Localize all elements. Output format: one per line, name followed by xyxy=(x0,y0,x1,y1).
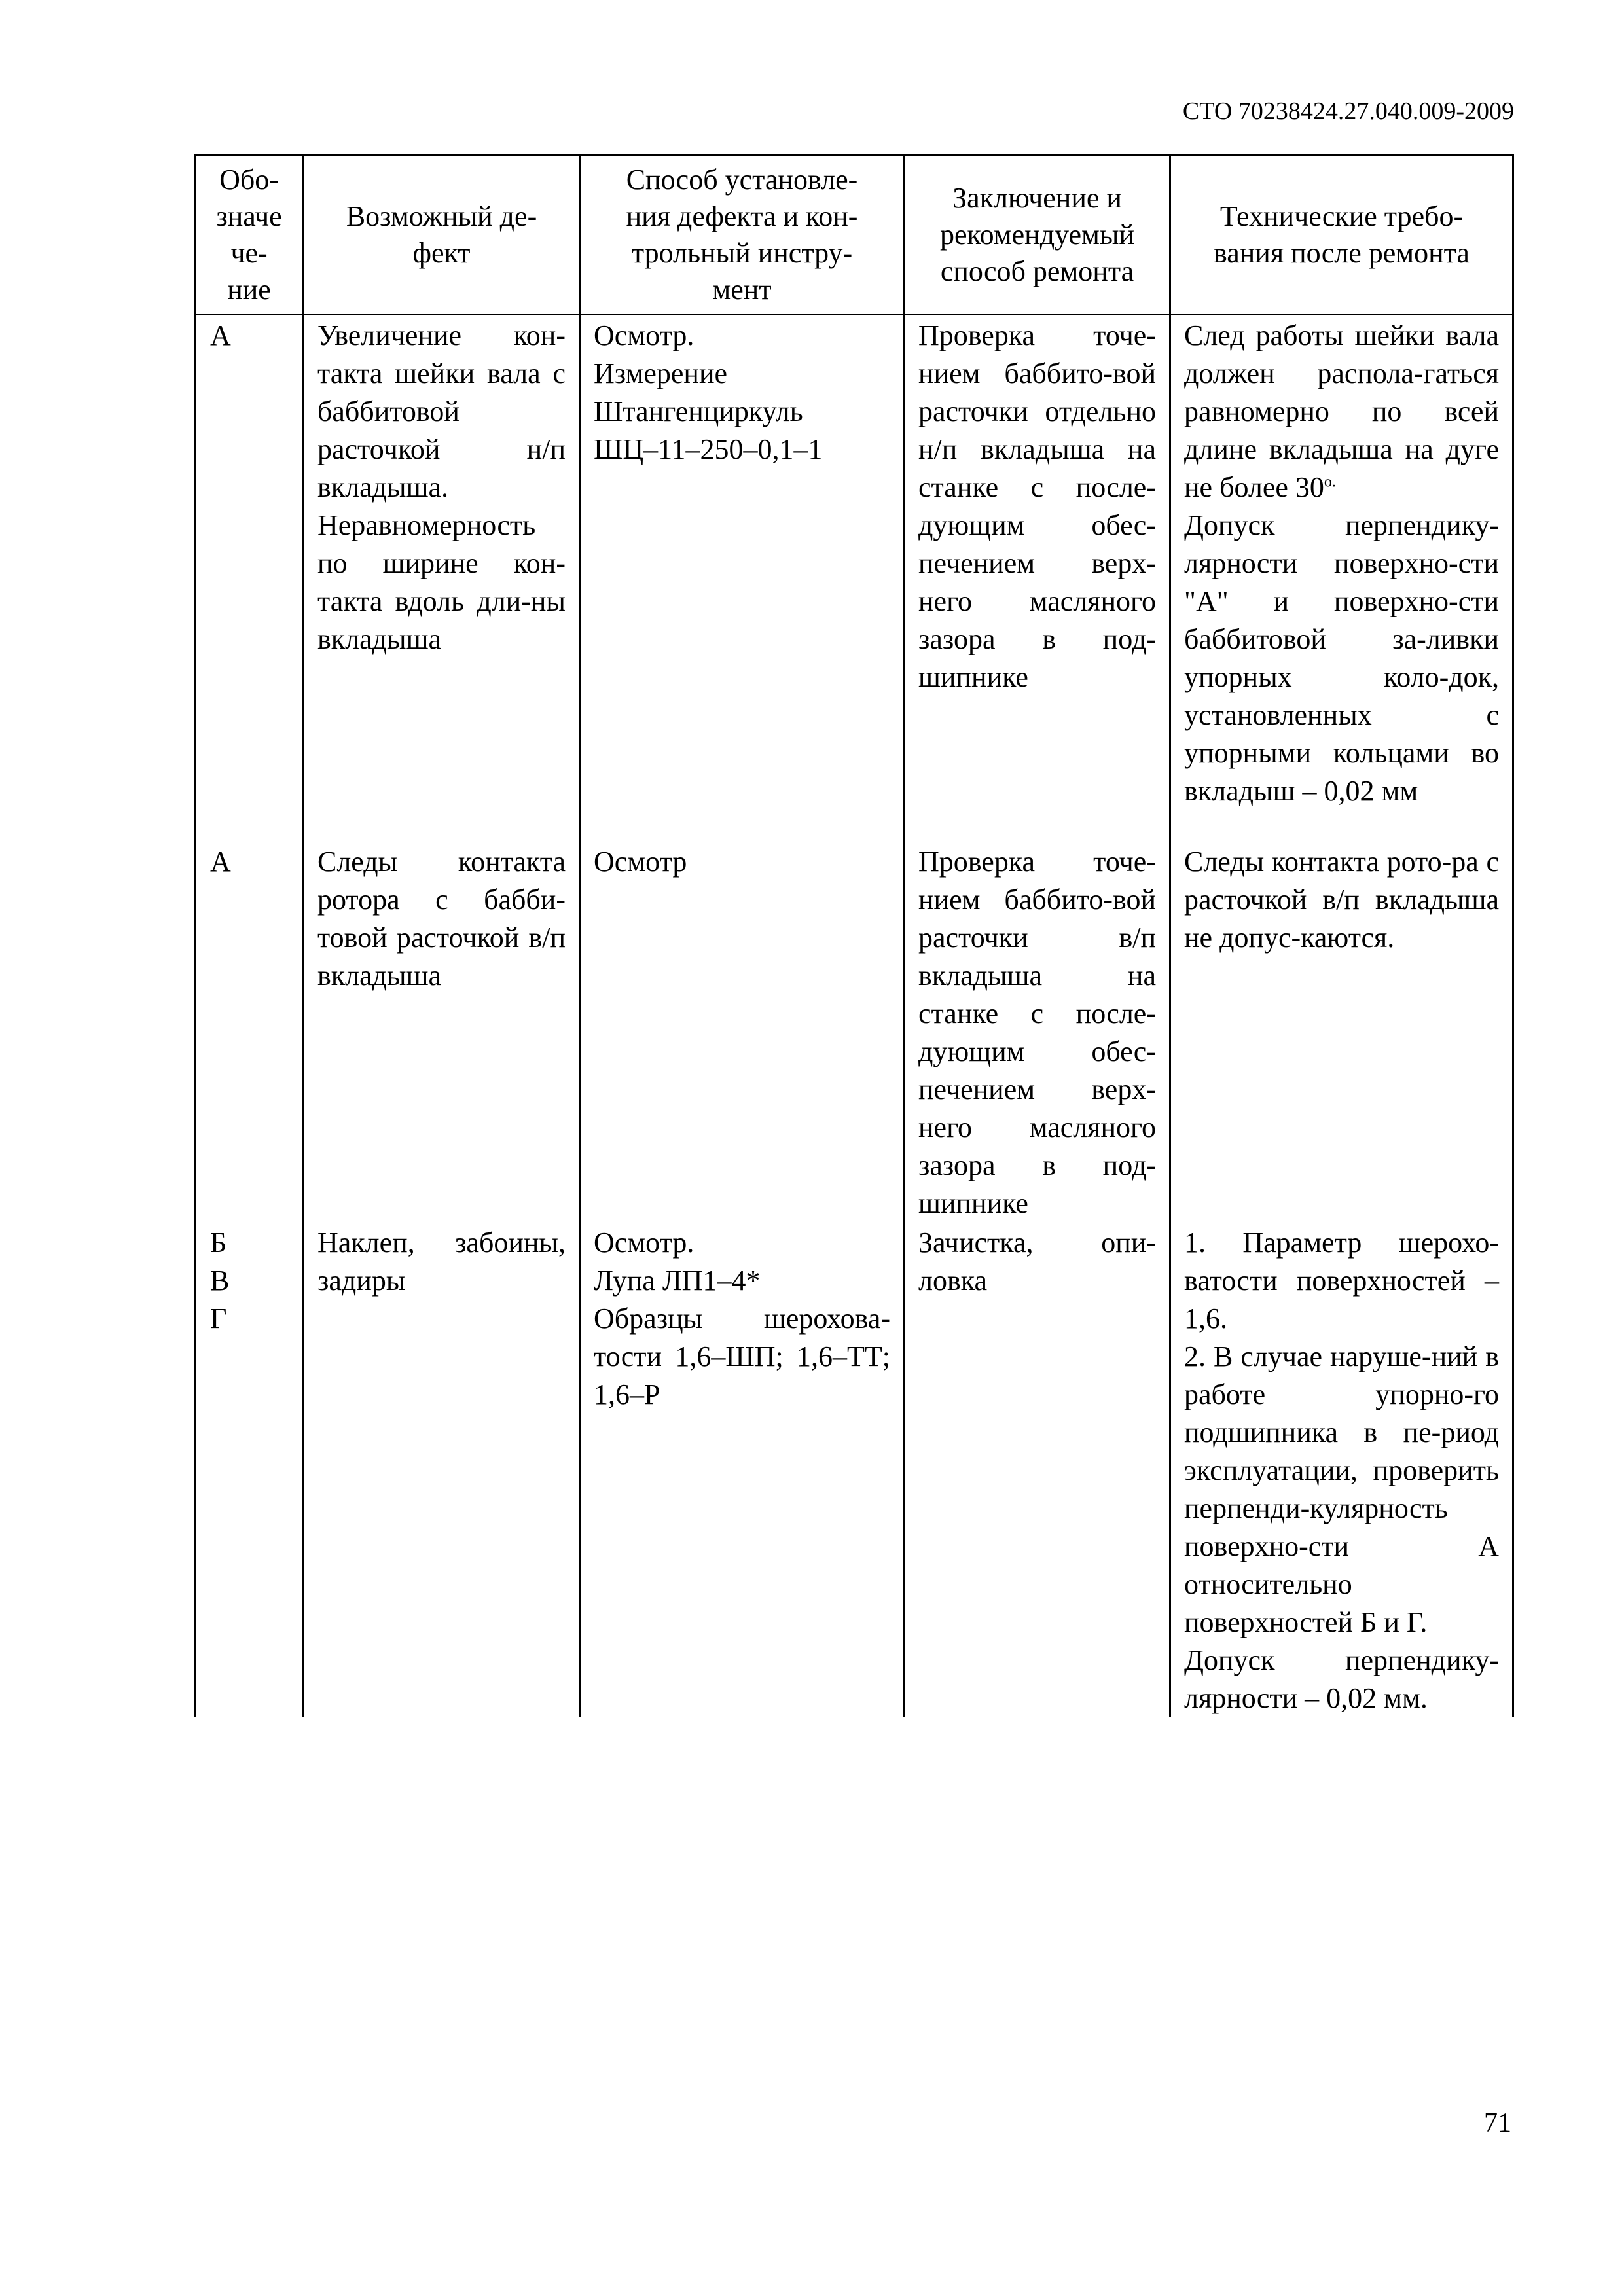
cell-symbol: А xyxy=(195,315,304,842)
table-row xyxy=(195,1223,1513,1717)
header-method: Способ установле- ния дефекта и кон- трольный инстру- мент xyxy=(580,156,905,315)
cell-defect: Увеличение кон-такта шейки вала с баббитовой расточкой н/п вкладыша. Неравномерность по ширине кон-такта вдоль дли-ны вкладыша xyxy=(304,315,580,842)
cell-defect: Следы контакта ротора с бабби-товой расточкой в/п вкладыша xyxy=(304,842,580,1223)
page-number: 71 xyxy=(1484,2108,1511,2138)
cell-requirements: Следы контакта рото-ра с расточкой в/п вкладыша не допус-каются. xyxy=(1170,842,1513,1223)
cell-method: Осмотр xyxy=(580,842,905,1223)
table-header-row xyxy=(195,156,1513,315)
cell-symbol: Б В Г xyxy=(195,1223,304,1717)
cell-requirements: 1. Параметр шерохо-ватости поверхностей – 1,6. 2. В случае наруше-ний в работе упорно-го подшипника в пе-риод эксплуатации, проверить перпенди-кулярность поверхно-сти А относительно поверхностей Б и Г. Допуск перпендику-лярности – 0,02 мм. xyxy=(1170,1223,1513,1717)
cell-repair: Проверка точе-нием баббито-вой расточки отдельно н/п вкладыша на станке с после-дующим обес-печением верх-него масляного зазора в под-шипнике xyxy=(905,315,1170,842)
table-row xyxy=(195,842,1513,1223)
cell-method: Осмотр. Лупа ЛП1–4* Образцы шерохова-тости 1,6–ШП; 1,6–ТТ; 1,6–Р xyxy=(580,1223,905,1717)
document-code: СТО 70238424.27.040.009-2009 xyxy=(1182,98,1514,125)
cell-symbol: А xyxy=(195,842,304,1223)
cell-repair: Зачистка, опи-ловка xyxy=(905,1223,1170,1717)
cell-defect: Наклеп, забоины, задиры xyxy=(304,1223,580,1717)
cell-method: Осмотр. Измерение Штангенциркуль ШЦ–11–250–0,1–1 xyxy=(580,315,905,842)
header-symbol: Обо- значе че- ние xyxy=(195,156,304,315)
cell-repair: Проверка точе-нием баббито-вой расточки в/п вкладыша на станке с после-дующим обес-печением верх-него масляного зазора в под-шипнике xyxy=(905,842,1170,1223)
header-repair: Заключение и рекомендуемый способ ремонта xyxy=(905,156,1170,315)
header-defect: Возможный де- фект xyxy=(304,156,580,315)
table-row xyxy=(195,315,1513,842)
header-requirements: Технические требо- вания после ремонта xyxy=(1170,156,1513,315)
cell-requirements: След работы шейки вала должен распола-гаться равномерно по всей длине вкладыша на дуге не более $30^{о.}$ Допуск перпендику-лярности поверхно-сти "А" и поверхно-сти баббитовой за-ливки упорных коло-док, установленных с упорными кольцами во вкладыш – 0,02 мм xyxy=(1170,315,1513,842)
defects-table xyxy=(194,154,1514,1717)
